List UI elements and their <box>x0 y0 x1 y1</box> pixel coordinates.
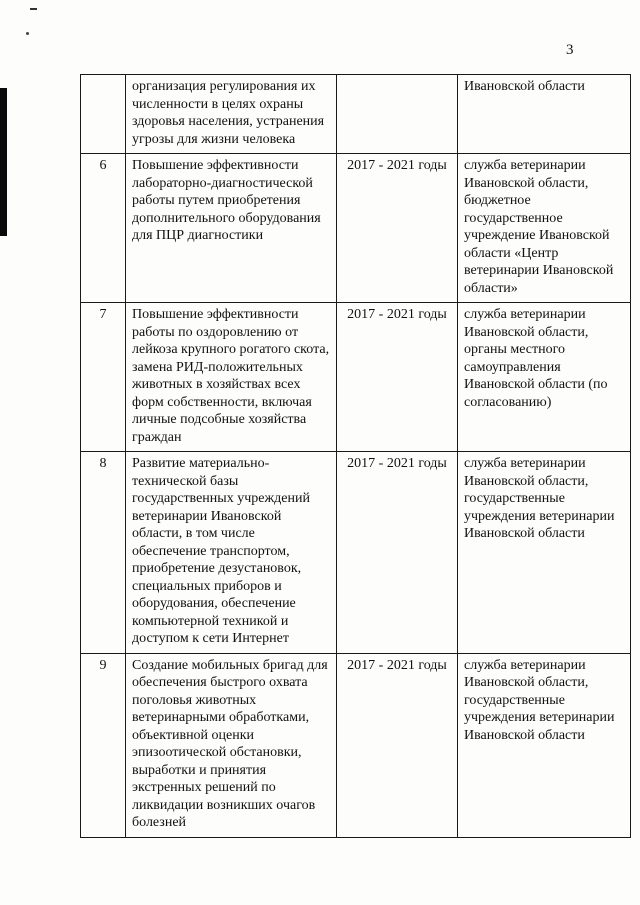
scan-artifact-dash <box>30 8 37 10</box>
cell-years: 2017 - 2021 годы <box>337 303 458 452</box>
cell-number: 6 <box>81 154 126 303</box>
cell-activity: организация регулирования их численности в целях охраны здоровья населения, устранения угрозы для жизни человека <box>126 75 337 154</box>
cell-responsible: служба ветеринарии Ивановской области, бюджетное государственное учреждение Ивановской области «Центр ветеринарии Ивановской области» <box>458 154 631 303</box>
table-row <box>81 452 631 654</box>
cell-years: 2017 - 2021 годы <box>337 154 458 303</box>
cell-responsible: Ивановской области <box>458 75 631 154</box>
cell-number: 7 <box>81 303 126 452</box>
cell-number: 8 <box>81 452 126 654</box>
cell-number <box>81 75 126 154</box>
table-row <box>81 653 631 837</box>
measures-table <box>80 74 631 838</box>
cell-responsible: служба ветеринарии Ивановской области, государственные учреждения ветеринарии Ивановской области <box>458 653 631 837</box>
cell-responsible: служба ветеринарии Ивановской области, органы местного самоуправления Ивановской области (по согласованию) <box>458 303 631 452</box>
cell-years: 2017 - 2021 годы <box>337 653 458 837</box>
cell-responsible: служба ветеринарии Ивановской области, государственные учреждения ветеринарии Ивановской области <box>458 452 631 654</box>
page-number: 3 <box>566 42 574 58</box>
cell-activity: Развитие материально-технической базы государственных учреждений ветеринарии Ивановской области, в том числе обеспечение транспортом, приобретение дезустановок, специальных приборов и оборудования, обеспечение компьютерной техникой и доступом к сети Интернет <box>126 452 337 654</box>
table-row <box>81 75 631 154</box>
cell-years: 2017 - 2021 годы <box>337 452 458 654</box>
scan-artifact-dot <box>26 32 29 35</box>
cell-activity: Повышение эффективности работы по оздоровлению от лейкоза крупного рогатого скота, замена РИД-положительных животных в хозяйствах всех форм собственности, включая личные подсобные хозяйства граждан <box>126 303 337 452</box>
cell-number: 9 <box>81 653 126 837</box>
cell-years <box>337 75 458 154</box>
scan-artifact-left-bar <box>0 88 7 236</box>
table-row <box>81 303 631 452</box>
cell-activity: Повышение эффективности лабораторно-диагностической работы путем приобретения дополнительного оборудования для ПЦР диагностики <box>126 154 337 303</box>
table-row <box>81 154 631 303</box>
cell-activity: Создание мобильных бригад для обеспечения быстрого охвата поголовья животных ветеринарными обработками, объективной оценки эпизоотической обстановки, выработки и принятия экстренных решений по ликвидации возникших очагов болезней <box>126 653 337 837</box>
